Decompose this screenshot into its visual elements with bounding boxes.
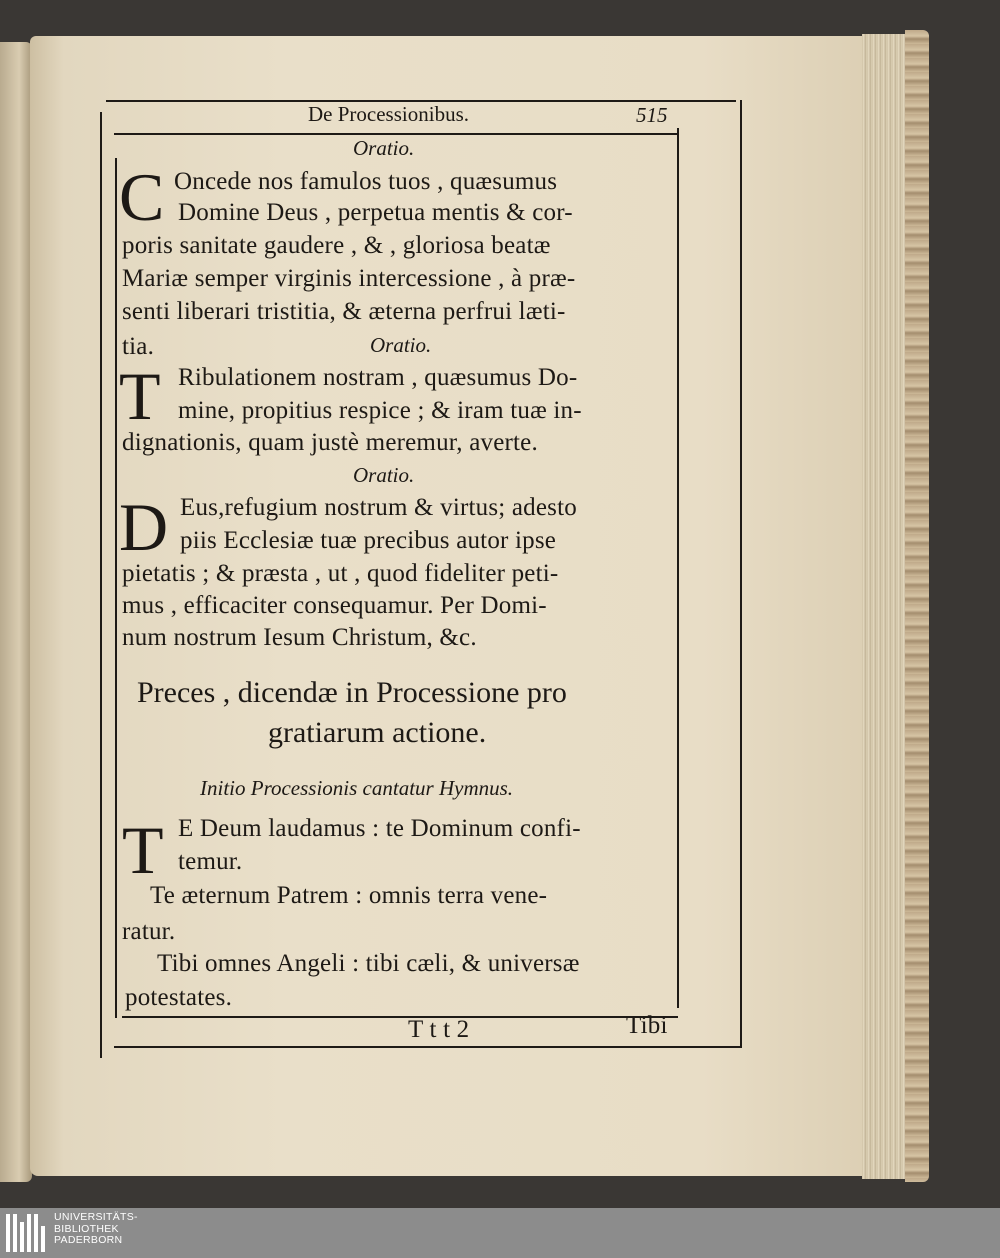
- signature-mark: T t t 2: [408, 1016, 470, 1043]
- right-inner-rule: [677, 128, 679, 1008]
- oratio3-line-3: pietatis ; & præsta , ut , quod fideliter peti-: [122, 560, 559, 587]
- oratio-heading-3: Oratio.: [353, 463, 415, 487]
- previous-page-edge: [0, 42, 32, 1182]
- bottom-outer-rule: [114, 1046, 742, 1048]
- hymn-line-6: potestates.: [125, 984, 233, 1011]
- library-name: [54, 1212, 138, 1247]
- oratio-heading-2: Oratio.: [370, 333, 432, 357]
- head-rule: [114, 133, 678, 135]
- dropcap-c: C: [119, 159, 165, 235]
- oratio2-line-3: dignationis, quam justè meremur, averte.: [122, 429, 538, 456]
- right-outer-rule: [740, 100, 742, 1048]
- hymn-line-1: E Deum laudamus : te Dominum confi-: [178, 815, 581, 842]
- hymn-intro: Initio Processionis cantatur Hymnus.: [200, 776, 514, 800]
- dropcap-d: D: [119, 489, 169, 565]
- page-number: 515: [636, 103, 668, 127]
- oratio1-line-3: poris sanitate gaudere , & , gloriosa beatæ: [122, 232, 551, 259]
- hymn-line-3: Te æternum Patrem : omnis terra vene-: [150, 882, 548, 909]
- hymn-line-2: temur.: [178, 848, 243, 875]
- oratio2-line-2: mine, propitius respice ; & iram tuæ in-: [178, 397, 582, 424]
- dropcap-t: T: [119, 358, 161, 434]
- oratio3-line-4: mus , efficaciter consequamur. Per Domi-: [122, 592, 547, 619]
- oratio1-line-6: tia.: [122, 333, 155, 360]
- running-head: De Processionibus.: [308, 102, 469, 126]
- oratio1-line-2: Domine Deus , perpetua mentis & cor-: [178, 199, 573, 226]
- oratio2-line-1: Ribulationem nostram , quæsumus Do-: [178, 364, 578, 391]
- oratio1-line-4: Mariæ semper virginis intercessione , à præ-: [122, 265, 576, 292]
- left-inner-rule: [115, 158, 117, 1018]
- library-name-line-1: UNIVERSITÄTS-: [54, 1211, 138, 1223]
- library-name-line-2: BIBLIOTHEK: [54, 1222, 119, 1235]
- oratio3-line-2: piis Ecclesiæ tuæ precibus autor ipse: [180, 527, 557, 554]
- bottom-inner-rule: [122, 1016, 678, 1018]
- section-title-line-1: Preces , dicendæ in Processione pro: [137, 676, 567, 709]
- hymn-line-5: Tibi omnes Angeli : tibi cæli, & universæ: [157, 950, 580, 977]
- hymn-line-4: ratur.: [122, 918, 176, 945]
- oratio3-line-1: Eus,refugium nostrum & virtus; adesto: [180, 494, 577, 521]
- library-name-line-3: PADERBORN: [54, 1234, 123, 1246]
- section-title-line-2: gratiarum actione.: [268, 716, 487, 749]
- dropcap-t-hymn: T: [122, 812, 164, 888]
- oratio1-line-1: Oncede nos famulos tuos , quæsumus: [174, 168, 558, 195]
- oratio-heading-1: Oratio.: [353, 136, 415, 160]
- oratio3-line-5: num nostrum Iesum Christum, &c.: [122, 624, 477, 651]
- oratio1-line-5: senti liberari tristitia, & æterna perfrui læti-: [122, 298, 566, 325]
- book-cover-edge: [905, 30, 929, 1182]
- library-footer: [0, 1208, 1000, 1258]
- catchword: Tibi: [626, 1012, 668, 1039]
- left-outer-rule: [100, 112, 102, 1058]
